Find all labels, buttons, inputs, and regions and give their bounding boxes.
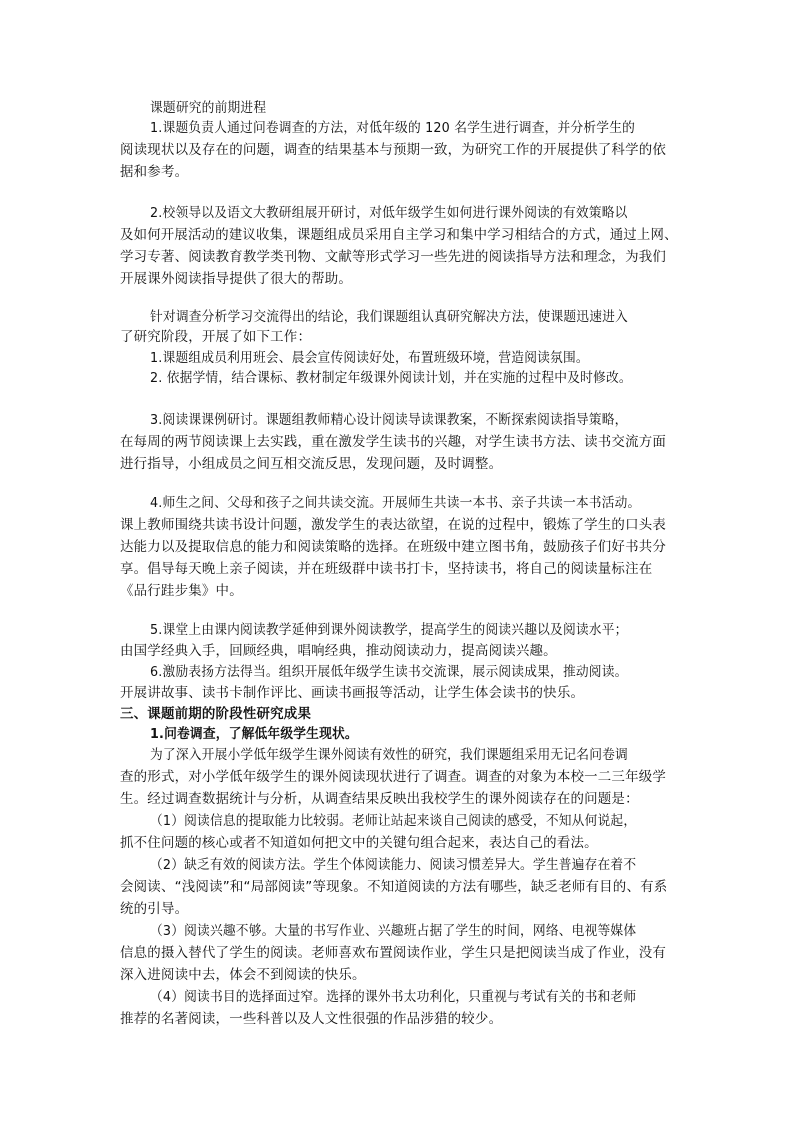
paragraph-line: 统的引导。	[120, 901, 189, 917]
paragraph-line: 开展课外阅读指导提供了很大的帮助。	[120, 271, 353, 287]
paragraph-line: 由国学经典入手，回顾经典，唱响经典，推动阅读动力，提高阅读兴趣。	[120, 643, 557, 659]
paragraph-line: 1.课题组成员利用班会、晨会宣传阅读好处，布置班级环境，营造阅读氛围。	[150, 350, 589, 366]
paragraph-line: （2）缺乏有效的阅读方法。学生个体阅读能力、阅读习惯差异大。学生普遍存在着不	[150, 857, 637, 873]
paragraph-line: 信息的摄入替代了学生的阅读。老师喜欢布置阅读作业，学生只是把阅读当成了作业，没有	[120, 945, 667, 961]
paragraph-line: 达能力以及提取信息的能力和阅读策略的选择。在班级中建立图书角，鼓励孩子们好书共分	[120, 539, 667, 555]
paragraph-line: 会阅读、“浅阅读”和“局部阅读”等现象。不知道阅读的方法有哪些，缺乏老师有目的、有系	[120, 879, 668, 895]
paragraph-line: 课上教师围绕共读书设计问题，激发学生的表达欲望，在说的过程中，锻炼了学生的口头表	[120, 517, 667, 533]
paragraph-line: 进行指导，小组成员之间互相交流反思，发现问题，及时调整。	[120, 456, 503, 472]
paragraph-line: 据和参考。	[120, 164, 189, 180]
paragraph-line: （3）阅读兴趣不够。大量的书写作业、兴趣班占据了学生的时间，网络、电视等媒体	[150, 923, 637, 939]
paragraph-line: 针对调查分析学习交流得出的结论，我们课题组认真研究解决方法，使课题迅速进入	[150, 309, 628, 325]
paragraph-line: 3.阅读课课例研讨。课题组教师精心设计阅读导读课教案，不断探索阅读指导策略，	[150, 412, 628, 428]
paragraph-line: 5.课堂上由课内阅读教学延伸到课外阅读教学，提高学生的阅读兴趣以及阅读水平；	[150, 622, 628, 638]
paragraph-line: 在每周的两节阅读课上去实践，重在激发学生读书的兴趣，对学生读书方法、读书交流方面	[120, 434, 667, 450]
subsection-heading: 1.问卷调查，了解低年级学生现状。	[150, 726, 358, 742]
paragraph-line: 及如何开展活动的建议收集，课题组成员采用自主学习和集中学习相结合的方式，通过上网、	[120, 227, 678, 243]
section-heading: 三、课题前期的阶段性研究成果	[120, 706, 312, 722]
paragraph-line: 1.课题负责人通过问卷调查的方法，对低年级的 120 名学生进行调查，并分析学生的	[150, 120, 636, 136]
paragraph-line: 《品行跬步集》中。	[120, 583, 243, 599]
paragraph-line: （1）阅读信息的提取能力比较弱。老师让站起来谈自己阅读的感受，不知从何说起，	[150, 813, 637, 829]
paragraph-line: 查的形式，对小学低年级学生的课外阅读现状进行了调查。调查的对象为本校一二三年级学	[120, 769, 667, 785]
paragraph-line: 6.激励表扬方法得当。组织开展低年级学生读书交流课，展示阅读成果，推动阅读。	[150, 664, 628, 680]
paragraph-line: 2. 依据学情，结合课标、教材制定年级课外阅读计划，并在实施的过程中及时修改。	[150, 370, 632, 386]
paragraph-line: 阅读现状以及存在的问题，调查的结果基本与预期一致，为研究工作的开展提供了科学的依	[120, 142, 667, 158]
paragraph-line: 生。经过调查数据统计与分析，从调查结果反映出我校学生的课外阅读存在的问题是：	[120, 791, 639, 807]
paragraph-line: 4.师生之间、父母和孩子之间共读交流。开展师生共读一本书、亲子共读一本书活动。	[150, 495, 641, 511]
paragraph-line: 深入进阅读中去，体会不到阅读的快乐。	[120, 967, 366, 983]
paragraph-line: 享。倡导每天晚上亲子阅读，并在班级群中读书打卡，坚持读书，将自己的阅读量标注在	[120, 561, 653, 577]
paragraph-line: 了研究阶段，开展了如下工作：	[120, 329, 312, 345]
paragraph-line: 2.校领导以及语文大教研组展开研讨，对低年级学生如何进行课外阅读的有效策略以	[150, 205, 628, 221]
paragraph-line: （4）阅读书目的选择面过窄。选择的课外书太功利化，只重视与考试有关的书和老师	[150, 989, 637, 1005]
paragraph-line: 抓不住问题的核心或者不知道如何把文中的关键句组合起来，表达自己的看法。	[120, 835, 598, 851]
paragraph-line: 为了深入开展小学低年级学生课外阅读有效性的研究，我们课题组采用无记名问卷调	[150, 747, 628, 763]
paragraph-line: 学习专著、阅读教育教学类刊物、文献等形式学习一些先进的阅读指导方法和理念，为我们	[120, 249, 667, 265]
paragraph-line: 开展讲故事、读书卡制作评比、画读书画报等活动，让学生体会读书的快乐。	[120, 685, 585, 701]
section-heading: 课题研究的前期进程	[150, 100, 267, 116]
paragraph-line: 推荐的名著阅读，一些科普以及人文性很强的作品涉猎的较少。	[120, 1011, 503, 1027]
